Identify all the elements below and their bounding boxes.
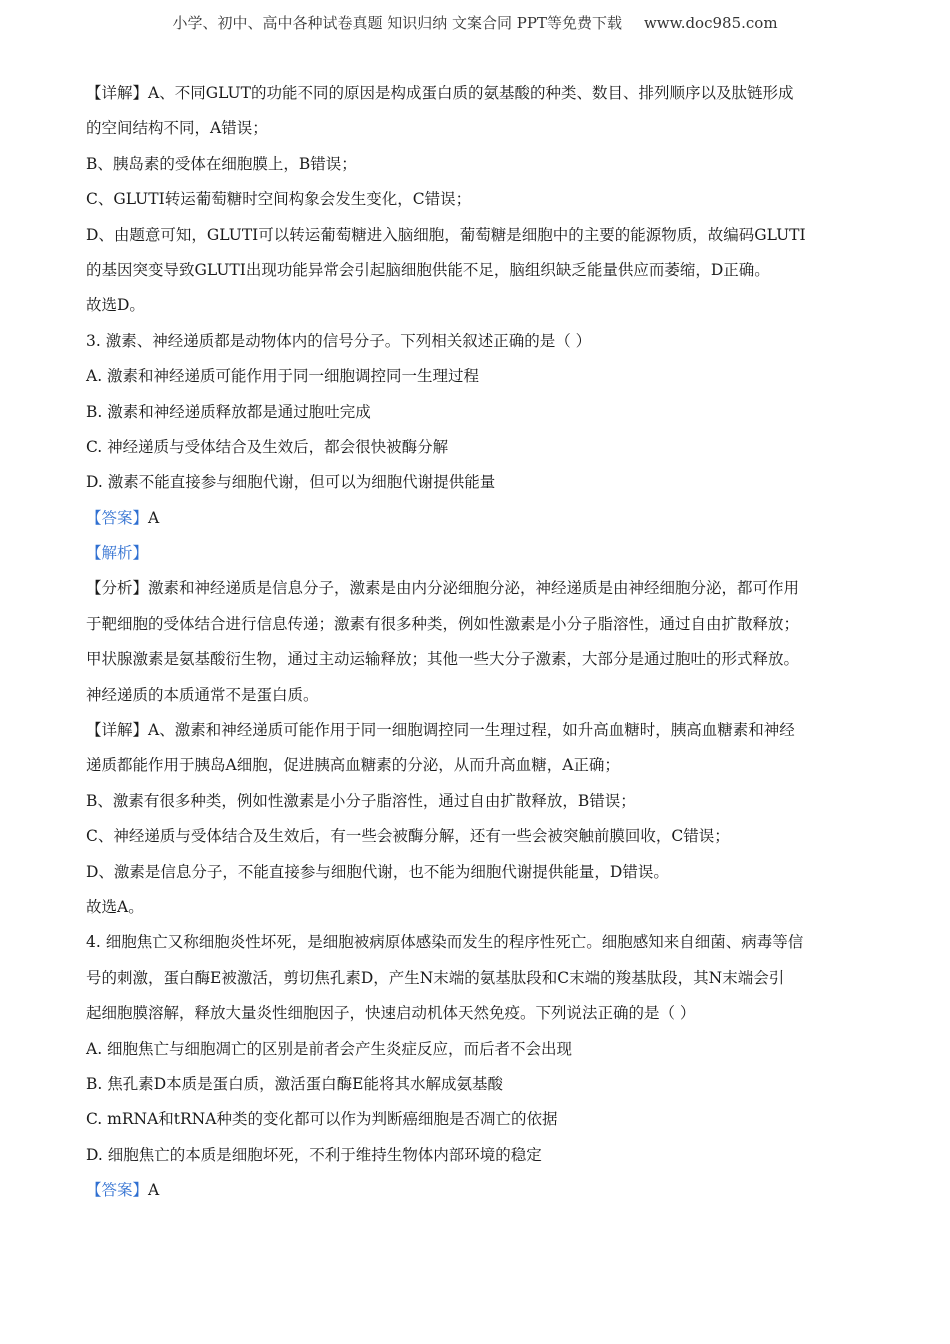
q3-analysis-label: 【解析】: [86, 544, 149, 563]
q3-stem: 3. 激素、神经递质都是动物体内的信号分子。下列相关叙述正确的是（ ）: [86, 331, 592, 350]
q4-option-b: B. 焦孔素D本质是蛋白质，激活蛋白酶E能将其水解成氨基酸: [86, 1074, 503, 1093]
q4-answer-label: 【答案】: [86, 1181, 149, 1200]
q3-analysis-sub-label: 【分析】: [86, 579, 149, 598]
q2-conclusion: 故选D。: [86, 296, 145, 315]
q3-option-c: C. 神经递质与受体结合及生效后，都会很快被酶分解: [86, 437, 449, 456]
q2-detail-line-2: 的空间结构不同，A错误；: [86, 119, 268, 138]
document-body: [86, 76, 864, 1209]
q3-option-b: B. 激素和神经递质释放都是通过胞吐完成: [86, 402, 371, 421]
q3-option-b-explanation: B、激素有很多种类，例如性激素是小分子脂溶性，通过自由扩散释放，B错误；: [86, 791, 636, 810]
header-text: 小学、初中、高中各种试卷真题 知识归纳 文案合同 PPT等免费下载: [172, 14, 622, 32]
q4-option-a: A. 细胞焦亡与细胞凋亡的区别是前者会产生炎症反应，而后者不会出现: [86, 1039, 573, 1058]
q4-stem-line-3: 起细胞膜溶解，释放大量炎性细胞因子，快速启动机体天然免疫。下列说法正确的是（ ）: [86, 1004, 696, 1023]
q2-detail-label: 【详解】: [86, 84, 149, 102]
q4-stem-line-2: 号的刺激，蛋白酶E被激活，剪切焦孔素D，产生N末端的氨基肽段和C末端的羧基肽段，其N末端会引: [86, 968, 785, 987]
q2-option-d-explanation-2: 的基因突变导致GLUTI出现功能异常会引起脑细胞供能不足，脑组织缺乏能量供应而萎缩，D正确。: [86, 260, 770, 279]
header-url[interactable]: www.doc985.com: [643, 14, 778, 32]
q3-answer-label: 【答案】: [86, 508, 149, 527]
q2-option-c-explanation: C、GLUTI转运葡萄糖时空间构象会发生变化，C错误；: [86, 190, 472, 209]
q4-answer-value: A: [148, 1181, 160, 1200]
q3-analysis-line-3: 甲状腺激素是氨基酸衍生物，通过主动运输释放；其他一些大分子激素，大部分是通过胞吐的形式释放。: [86, 650, 800, 669]
q3-detail-line-1: 【详解】A、激素和神经递质可能作用于同一细胞调控同一生理过程，如升高血糖时，胰高血糖素和神经: [86, 721, 795, 740]
q3-analysis-line-1: 【分析】激素和神经递质是信息分子，激素是由内分泌细胞分泌，神经递质是由神经细胞分泌，都可作用: [86, 579, 800, 598]
q3-analysis-line-4: 神经递质的本质通常不是蛋白质。: [86, 685, 319, 704]
q3-option-d-explanation: D、激素是信息分子，不能直接参与细胞代谢，也不能为细胞代谢提供能量，D错误。: [86, 862, 669, 881]
q4-option-c: C. mRNA和tRNA种类的变化都可以作为判断癌细胞是否凋亡的依据: [86, 1110, 558, 1129]
q4-stem-line-1: 4. 细胞焦亡又称细胞炎性坏死，是细胞被病原体感染而发生的程序性死亡。细胞感知来自细菌、病毒等信: [86, 933, 804, 952]
q3-option-a: A. 激素和神经递质可能作用于同一细胞调控同一生理过程: [86, 367, 480, 386]
q3-answer: [86, 501, 864, 536]
q3-answer-value: A: [148, 508, 160, 527]
q3-detail-label: 【详解】: [86, 721, 149, 740]
q2-option-b-explanation: B、胰岛素的受体在细胞膜上，B错误；: [86, 154, 357, 173]
q3-conclusion: 故选A。: [86, 897, 144, 916]
q3-analysis-heading: [86, 536, 864, 571]
q3-analysis-line-2: 于靶细胞的受体结合进行信息传递；激素有很多种类，例如性激素是小分子脂溶性，通过自由扩散释放；: [86, 614, 800, 633]
q3-detail-line-2: 递质都能作用于胰岛A细胞，促进胰高血糖素的分泌，从而升高血糖，A正确；: [86, 756, 620, 775]
q2-option-d-explanation-1: D、由题意可知，GLUTI可以转运葡萄糖进入脑细胞，葡萄糖是细胞中的主要的能源物质，故编码GLUTI: [86, 225, 806, 244]
q4-answer: [86, 1173, 864, 1208]
q2-detail-line-1: 【详解】A、不同GLUT的功能不同的原因是构成蛋白质的氨基酸的种类、数目、排列顺序以及肽链形成: [86, 84, 794, 102]
page-header: [0, 12, 950, 33]
q4-option-d: D. 细胞焦亡的本质是细胞坏死，不利于维持生物体内部环境的稳定: [86, 1145, 542, 1164]
q3-option-c-explanation: C、神经递质与受体结合及生效后，有一些会被酶分解，还有一些会被突触前膜回收，C错误；: [86, 827, 730, 846]
q3-option-d: D. 激素不能直接参与细胞代谢，但可以为细胞代谢提供能量: [86, 473, 496, 492]
